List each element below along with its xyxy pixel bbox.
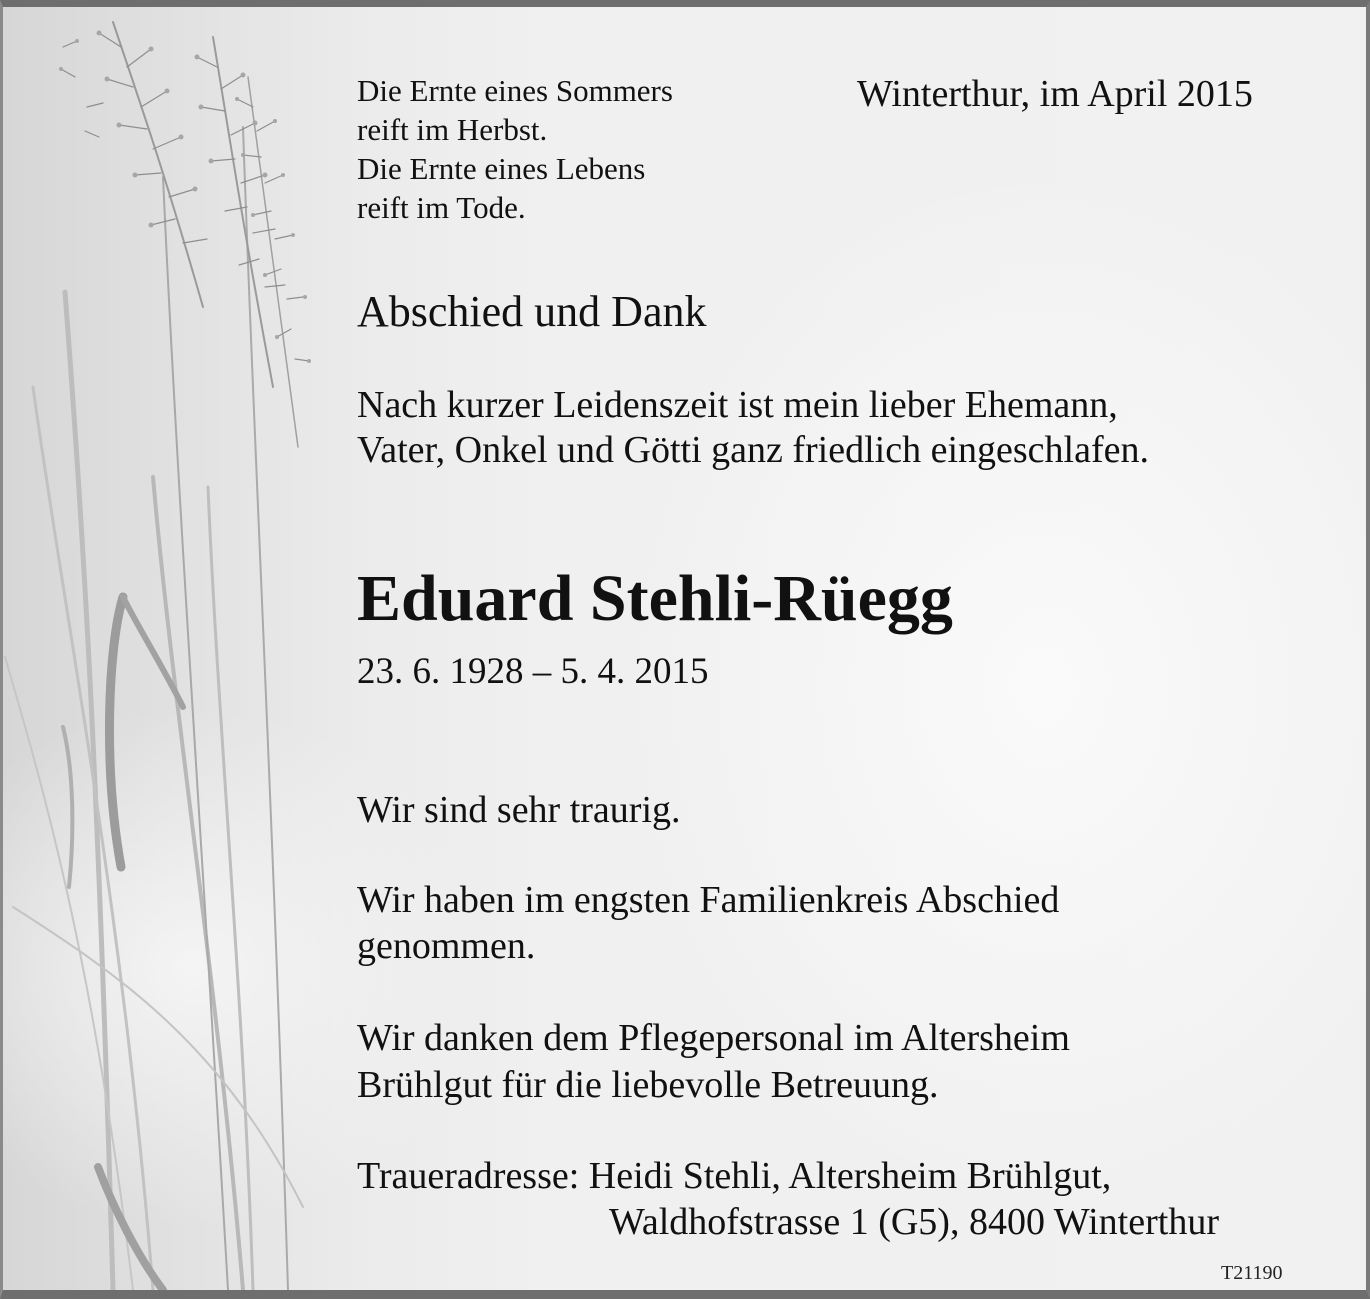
thanks-paragraph <box>357 1015 1070 1109</box>
ad-reference-code: T21190 <box>1221 1262 1283 1284</box>
place-and-date: Winterthur, im April 2015 <box>857 73 1253 115</box>
intro-line: Vater, Onkel und Götti ganz friedlich eingeschlafen. <box>357 429 1149 471</box>
notice-heading: Abschied und Dank <box>357 287 707 336</box>
message-paragraph: Wir sind sehr traurig. <box>357 789 681 831</box>
message-line: genommen. <box>357 925 536 967</box>
deceased-name: Eduard Stehli-Rüegg <box>357 562 953 635</box>
poem-line: Die Ernte eines Sommers <box>357 73 673 108</box>
poem-line: reift im Tode. <box>357 190 526 225</box>
message-line: Wir danken dem Pflegepersonal im Altersheim <box>357 1017 1070 1059</box>
poem-line: Die Ernte eines Lebens <box>357 151 646 186</box>
message-line: Wir haben im engsten Familienkreis Abschied <box>357 879 1060 921</box>
mourning-address-line: Traueradresse: Heidi Stehli, Altersheim Brühlgut, <box>357 1155 1112 1197</box>
poem-verse <box>357 71 673 227</box>
message-paragraph <box>357 877 1059 969</box>
mourning-address-line: Waldhofstrasse 1 (G5), 8400 Winterthur <box>609 1201 1219 1243</box>
message-line: Brühlgut für die liebevolle Betreuung. <box>357 1064 939 1106</box>
intro-line: Nach kurzer Leidenszeit ist mein lieber Ehemann, <box>357 384 1118 426</box>
intro-text <box>357 383 1149 473</box>
poem-line: reift im Herbst. <box>357 112 548 147</box>
life-dates: 23. 6. 1928 – 5. 4. 2015 <box>357 651 709 692</box>
